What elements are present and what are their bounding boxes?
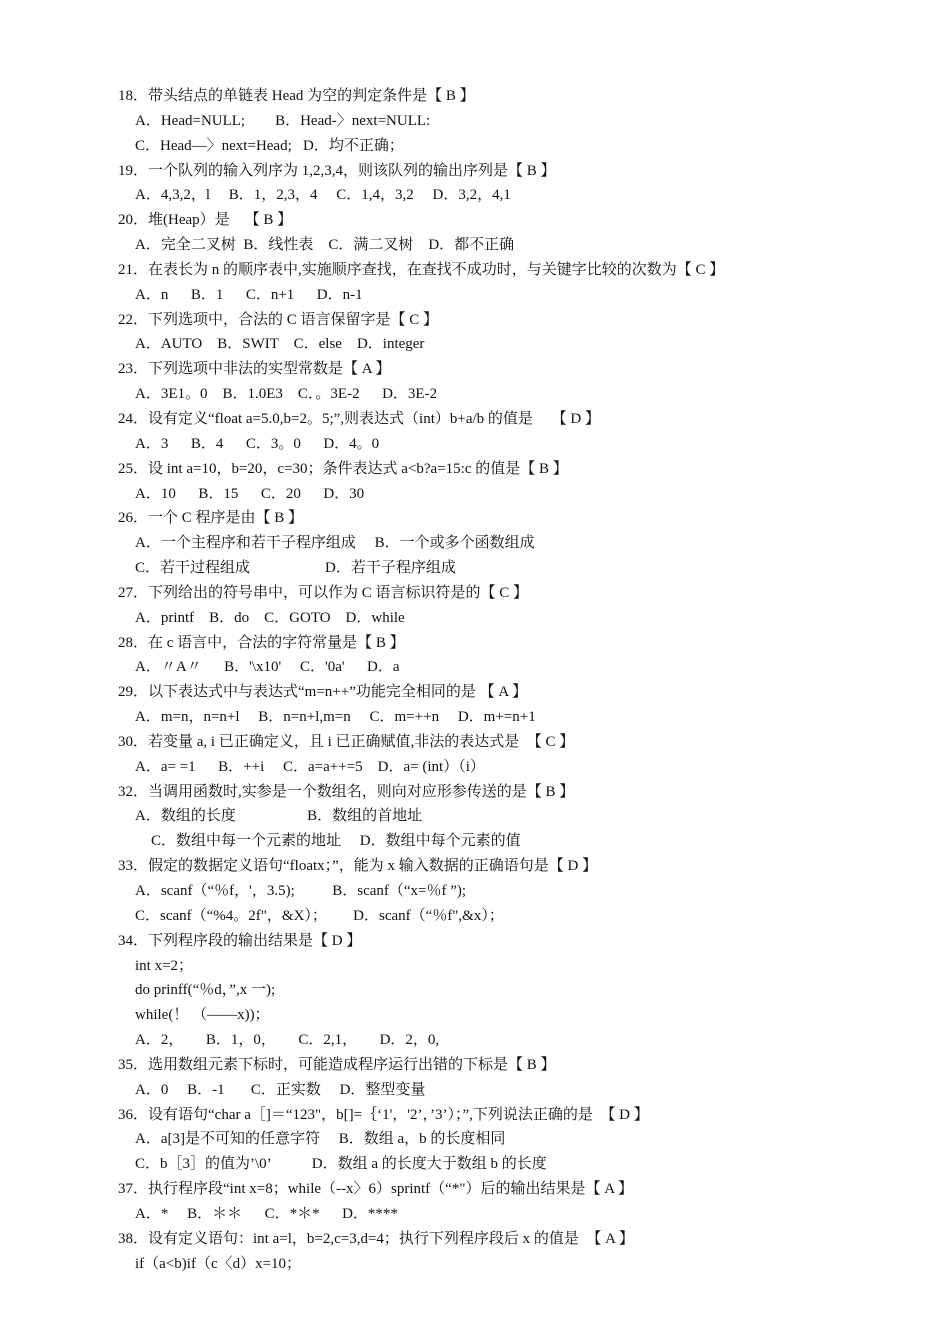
option-line: C．scanf（“%4。2f"，&X）； D．scanf（“％f",&x）； — [135, 907, 504, 924]
option-line: C．若干过程组成 D．若干子程序组成 — [135, 560, 456, 577]
question-line: 19．一个队列的输入列序为 1,2,3,4，则该队列的输出序列是【 B 】 — [118, 162, 556, 179]
option-line: A．〃A〃 B．'\x10' C．'0a' D．a — [135, 659, 400, 676]
question-line: 21．在表长为 n 的顺序表中,实施顺序查找，在查找不成功时，与关键字比较的次数为【 C 】 — [118, 261, 725, 278]
question-line: 35．选用数组元素下标时，可能造成程序运行出错的下标是【 B 】 — [118, 1056, 556, 1073]
option-line: A．AUTO B．SWIT C．else D．integer — [135, 336, 425, 353]
option-line: A．scanf（“％f，'，3.5); B．scanf（“x=％f ”); — [135, 883, 467, 899]
option-line: A．Head=NULL; B．Head-〉next=NULL: — [135, 112, 431, 129]
option-line: A．一个主程序和若干子程序组成 B．一个或多个函数组成 — [135, 535, 535, 552]
question-line: 36．设有语句“char a［]＝“123"，b[]=｛‘1'，'2’，’3’）；”,下列说法正确的是 【 D 】 — [118, 1106, 649, 1123]
option-line: A．3 B．4 C．3。0 D．4。0 — [135, 435, 380, 452]
question-line: 27．下列给出的符号串中，可以作为 C 语言标识符是的【 C 】 — [118, 584, 529, 601]
option-line: C．数组中每一个元素的地址 D．数组中每个元素的值 — [151, 833, 521, 850]
question-line: 28．在 c 语言中，合法的字符常量是【 B 】 — [118, 634, 405, 651]
option-line: A．3E1。0 B．1.0E3 C．。3E-2 D．3E-2 — [135, 386, 438, 403]
option-line: int x=2； — [135, 957, 194, 974]
option-line: A．完全二叉树 B．线性表 C．满二叉树 D．都不正确 — [135, 237, 515, 254]
question-line: 20．堆(Heap）是 【 B 】 — [118, 212, 293, 229]
option-line: A．a= =1 B．++i C．a=a++=5 D．a= (int）（i） — [135, 758, 485, 775]
question-line: 37．执行程序段“int x=8；while（--x〉6）sprintf（“*"）后的输出结果是【 A 】 — [118, 1181, 633, 1198]
question-line: 30．若变量 a, i 已正确定义，且 i 已正确赋值,非法的表达式是 【 C 】 — [118, 733, 575, 750]
option-line: A．数组的长度 B．数组的首地址 — [135, 808, 423, 825]
question-line: 24．设有定义“float a=5.0,b=2。5;”,则表达式（int）b+a/b 的值是 【 D 】 — [118, 410, 601, 427]
option-line: A．2， B．1，0， C．2,1， D．2，0, — [135, 1032, 440, 1049]
question-line: 29．以下表达式中与表达式“m=n++”功能完全相同的是 【 A 】 — [118, 684, 528, 701]
question-line: 33．假定的数据定义语句“floatx；”，能为 x 输入数据的正确语句是【 D 】 — [118, 858, 598, 875]
option-line: C．b［3］的值为’\0’ D．数组 a 的长度大于数组 b 的长度 — [135, 1156, 547, 1173]
option-line: while(！ （——x))； — [135, 1007, 270, 1024]
question-line: 34．下列程序段的输出结果是【 D 】 — [118, 932, 362, 949]
option-line: A．10 B．15 C．20 D．30 — [135, 485, 365, 502]
document-page — [0, 84, 950, 1277]
option-line: A．printf B．do C．GOTO D．while — [135, 609, 405, 626]
option-line: A．4,3,2，l B．1，2,3，4 C．1,4，3,2 D．3,2，4,1 — [135, 187, 511, 204]
option-line: A．a[3]是不可知的任意字符 B．数组 a，b 的长度相同 — [135, 1131, 506, 1148]
option-line: A．m=n，n=n+l B．n=n+l,m=n C．m=++n D．m+=n+1 — [135, 709, 536, 726]
option-line: if（a<b)if（c〈d）x=10； — [135, 1255, 302, 1272]
question-line: 23．下列选项中非法的实型常数是【 A 】 — [118, 361, 391, 378]
option-line: C．Head—〉next=Head; D．均不正确； — [135, 137, 404, 154]
option-line: do prinff(“％d，”,x 一); — [135, 982, 276, 999]
question-line: 18．带头结点的单链表 Head 为空的判定条件是【 B 】 — [118, 88, 475, 104]
question-line: 38．设有定义语句：int a=l，b=2,c=3,d=4；执行下列程序段后 x 的值是 【 A 】 — [118, 1230, 634, 1247]
question-line: 32．当调用函数时,实参是一个数组名，则向对应形参传送的是【 B 】 — [118, 783, 575, 800]
option-line: A．0 B．-1 C．正实数 D．整型变量 — [135, 1081, 426, 1098]
question-line: 25．设 int a=10，b=20，c=30；条件表达式 a<b?a=15:c 的值是【 B 】 — [118, 460, 568, 477]
question-line: 26．一个 C 程序是由【 B 】 — [118, 510, 304, 527]
question-line: 22．下列选项中，合法的 C 语言保留字是【 C 】 — [118, 311, 439, 328]
option-line: A．n B．1 C．n+1 D．n-1 — [135, 286, 363, 303]
option-line: A．* B．＊＊ C．*＊* D．**** — [135, 1205, 398, 1222]
